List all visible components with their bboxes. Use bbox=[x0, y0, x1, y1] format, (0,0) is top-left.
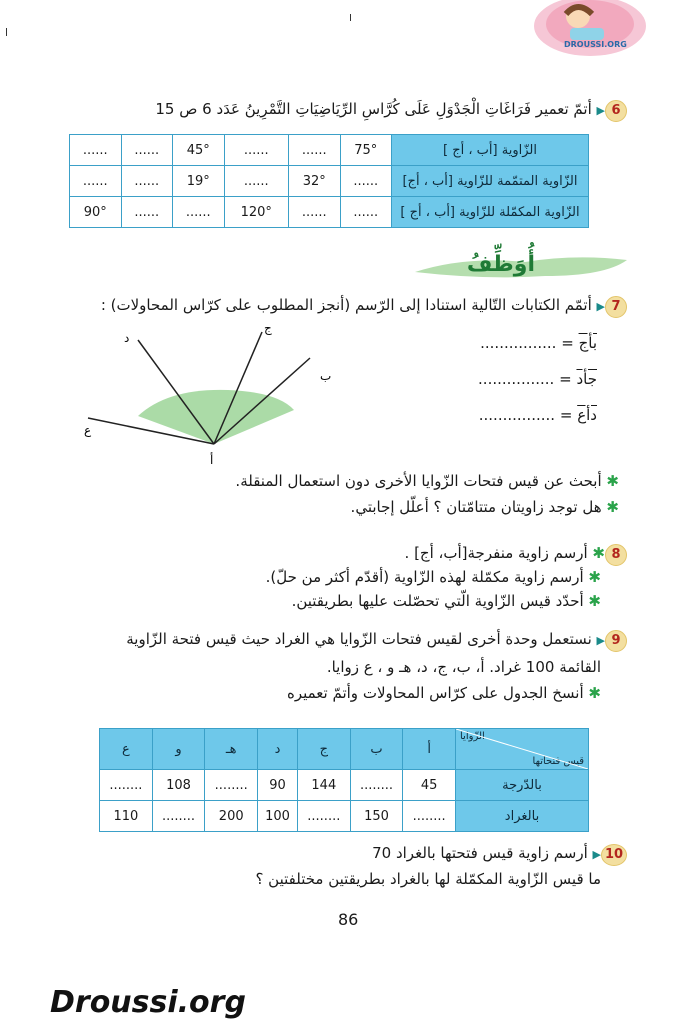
table-cell[interactable]: ...... bbox=[70, 135, 122, 166]
column-header: أ bbox=[403, 729, 456, 770]
table-cell[interactable]: ........ bbox=[205, 770, 258, 801]
exercise-10-line1: 10▶ أرسم زاوية قيس فتحتها بالغراد 70 bbox=[27, 842, 627, 866]
logo-top-text: DROUSSI.ORG bbox=[564, 40, 627, 49]
exercise-7-instruction bbox=[27, 294, 627, 318]
exercise-6-instruction bbox=[27, 98, 627, 122]
exercise-9-line1: 9▶ نستعمل وحدة أخرى لقيس فتحات الزّوايا هي الغراد حيث قيس فتحة الزّاوية bbox=[7, 628, 627, 652]
exercise-7-text: أتمّم الكتابات التّالية استنادا إلى الرّسم (أنجز المطلوب على كرّاس المحاولات) : bbox=[100, 296, 592, 314]
star-icon: ✱ bbox=[588, 592, 601, 610]
equation-angle: بأج bbox=[578, 334, 597, 352]
footer-logo: Droussi.org bbox=[50, 985, 246, 1020]
row-header: الزّاوية المتمّمة للزّاوية [أب ، أج] bbox=[392, 166, 589, 197]
table-row bbox=[100, 770, 589, 801]
table-row bbox=[70, 197, 589, 228]
table-cell[interactable]: ...... bbox=[340, 166, 391, 197]
corner-mark-left bbox=[6, 28, 7, 36]
star-icon: ✱ bbox=[592, 544, 605, 562]
star-icon: ✱ bbox=[606, 498, 619, 516]
exercise-8-bullet: ✱ أرسم زاوية مكمّلة لهذه الزّاوية (أقدّم أكثر من حلّ). bbox=[265, 568, 601, 586]
table-cell[interactable]: ...... bbox=[224, 135, 289, 166]
equation-row bbox=[337, 334, 597, 352]
shaded-region bbox=[138, 390, 294, 444]
arrow-icon: ▶ bbox=[596, 300, 605, 313]
equation-sign: = bbox=[561, 334, 574, 352]
table-cell[interactable]: 75° bbox=[340, 135, 391, 166]
exercise-6-text: أتمّ تعمير فَرَاغَاتِ الْجَدْوَلِ عَلَى كُرَّاسِ الرِّيَاضِيَاتِ التَّمْرِينُ عَدَد 6 ص 15 bbox=[155, 100, 592, 118]
exercise-10-number: 10 bbox=[601, 844, 627, 866]
exercise-8-bullet: ✱ أحدّد قيس الزّاوية الّتي تحصّلت عليها بطريقتين. bbox=[291, 592, 601, 610]
corner-header: الزّوايا قيس فتحاتها bbox=[456, 729, 589, 770]
label-a: أ bbox=[210, 453, 214, 467]
star-icon: ✱ bbox=[606, 472, 619, 490]
row-header: بالغراد bbox=[456, 801, 589, 832]
star-icon: ✱ bbox=[588, 684, 601, 702]
table-cell[interactable]: ...... bbox=[173, 197, 224, 228]
table-cell[interactable]: 100 bbox=[258, 801, 298, 832]
label-b: ب bbox=[320, 369, 332, 383]
table-cell[interactable]: ...... bbox=[224, 166, 289, 197]
top-logo bbox=[530, 0, 650, 62]
logo-badge-icon bbox=[530, 0, 650, 62]
equation-angle: جأد bbox=[576, 370, 597, 388]
equation-blank[interactable]: ................ bbox=[478, 406, 556, 424]
corner-mark-top bbox=[350, 14, 351, 21]
arrow-icon: ▶ bbox=[596, 104, 605, 117]
label-e: ع bbox=[84, 423, 92, 437]
column-header: ب bbox=[350, 729, 403, 770]
column-header: و bbox=[152, 729, 205, 770]
table-row bbox=[100, 801, 589, 832]
equation-angle: دأع bbox=[577, 406, 597, 424]
equation-row bbox=[337, 370, 597, 388]
star-icon: ✱ bbox=[588, 568, 601, 586]
equation-blank[interactable]: ................ bbox=[480, 334, 557, 352]
table-cell[interactable]: ...... bbox=[121, 166, 172, 197]
table-cell[interactable]: ........ bbox=[297, 801, 350, 832]
column-header: ع bbox=[100, 729, 153, 770]
column-header: د bbox=[258, 729, 298, 770]
row-header: الزّاوية [أب ، أج ] bbox=[392, 135, 589, 166]
table-row bbox=[70, 135, 589, 166]
table-cell[interactable]: 200 bbox=[205, 801, 258, 832]
exercise-7-bullet: ✱ أبحث عن قيس فتحات الزّوايا الأخرى دون استعمال المنقلة. bbox=[235, 472, 619, 490]
equation-sign: = bbox=[559, 406, 573, 424]
table-cell[interactable]: ...... bbox=[121, 135, 172, 166]
equation-row bbox=[337, 406, 597, 424]
arrow-icon: ▶ bbox=[592, 848, 601, 861]
table-cell[interactable]: 45 bbox=[403, 770, 456, 801]
table-cell[interactable]: ...... bbox=[289, 197, 340, 228]
label-d: د bbox=[124, 331, 130, 345]
exercise-9-line2: القائمة 100 غراد. أ، ب، ج، د، هـ و ، ع زوايا. bbox=[326, 658, 601, 676]
column-header: هـ bbox=[205, 729, 258, 770]
exercise-7-number: 7 bbox=[605, 296, 627, 318]
exercise-8-number: 8 bbox=[605, 544, 627, 566]
exercise-7-bullet: ✱ هل توجد زاويتان متتامّتان ؟ أعلّل إجابتي. bbox=[350, 498, 619, 516]
table-cell[interactable]: ...... bbox=[121, 197, 172, 228]
equation-sign: = bbox=[559, 370, 572, 388]
section-title: أُوَظِّفُ bbox=[466, 252, 535, 277]
table-cell[interactable]: 90 bbox=[258, 770, 298, 801]
exercise-8-bullet: 8✱ أرسم زاوية منفرجة[أب، أج] . bbox=[67, 542, 627, 566]
diagonal-line-icon bbox=[456, 729, 588, 769]
exercise-10-line2: ما قيس الزّاوية المكمّلة لها بالغراد بطريقتين مختلفتين ؟ bbox=[255, 870, 601, 888]
table-cell[interactable]: 120° bbox=[224, 197, 289, 228]
exercise-6-number: 6 bbox=[605, 100, 627, 122]
table-cell[interactable]: ........ bbox=[403, 801, 456, 832]
arrow-icon: ▶ bbox=[596, 634, 605, 647]
label-j: ج bbox=[264, 321, 272, 335]
exercise-9-table bbox=[99, 728, 589, 832]
table-cell[interactable]: 108 bbox=[152, 770, 205, 801]
row-header: الزّاوية المكمّلة للزّاوية [أب ، أج ] bbox=[392, 197, 589, 228]
exercise-9-bullet: ✱ أنسخ الجدول على كرّاس المحاولات وأتمّ تعميره bbox=[286, 684, 601, 702]
page-number: 86 bbox=[338, 910, 359, 929]
table-cell[interactable]: ...... bbox=[70, 166, 122, 197]
table-cell[interactable]: ...... bbox=[289, 135, 340, 166]
exercise-6-table bbox=[69, 134, 589, 228]
table-cell[interactable]: 144 bbox=[297, 770, 350, 801]
table-row bbox=[100, 729, 589, 770]
angles-figure bbox=[78, 318, 348, 468]
row-header: بالدّرجة bbox=[456, 770, 589, 801]
table-cell[interactable]: 110 bbox=[100, 801, 153, 832]
table-row bbox=[70, 166, 589, 197]
table-cell[interactable]: ........ bbox=[350, 770, 403, 801]
table-cell[interactable]: ...... bbox=[340, 197, 391, 228]
table-cell[interactable]: ........ bbox=[152, 801, 205, 832]
equation-blank[interactable]: ................ bbox=[478, 370, 555, 388]
column-header: ج bbox=[297, 729, 350, 770]
table-cell[interactable]: 45° bbox=[173, 135, 224, 166]
table-cell[interactable]: 19° bbox=[173, 166, 224, 197]
table-cell[interactable]: 150 bbox=[350, 801, 403, 832]
table-cell[interactable]: ........ bbox=[100, 770, 153, 801]
table-cell[interactable]: 90° bbox=[70, 197, 122, 228]
table-cell[interactable]: 32° bbox=[289, 166, 340, 197]
exercise-9-number: 9 bbox=[605, 630, 627, 652]
